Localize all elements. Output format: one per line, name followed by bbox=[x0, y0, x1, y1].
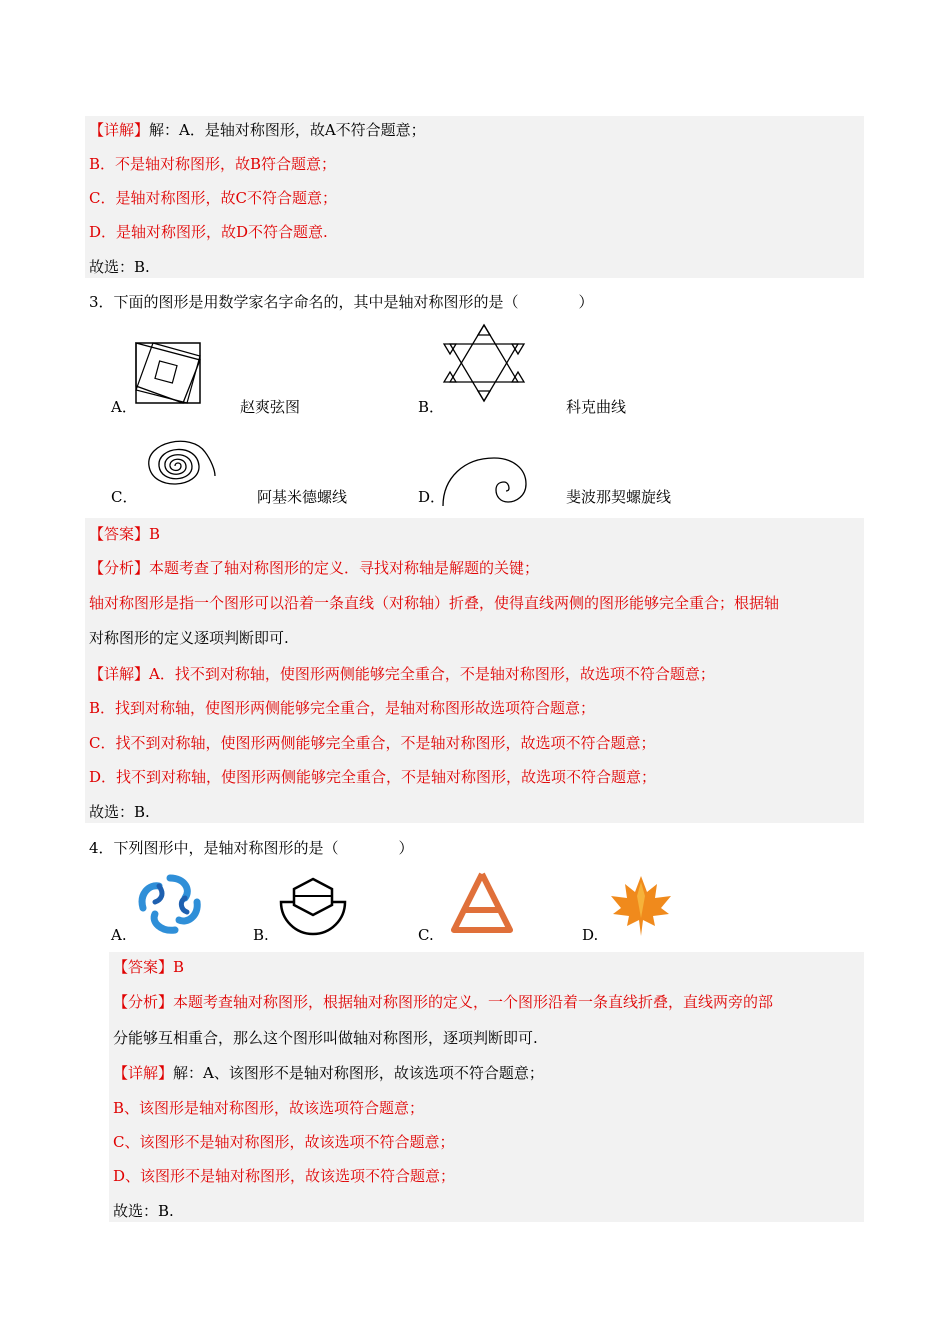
q3-option-a-name: 赵爽弦图 bbox=[240, 398, 301, 416]
q4-conclusion: 故选：B. bbox=[113, 1202, 174, 1220]
q3-option-d-name: 斐波那契螺旋线 bbox=[566, 488, 672, 506]
q2-conclusion: 故选：B. bbox=[89, 258, 150, 276]
q3-option-c-letter: C． bbox=[111, 488, 138, 506]
fibonacci-spiral-icon bbox=[440, 456, 530, 508]
q3-option-a-letter: A． bbox=[111, 398, 137, 416]
q3-analysis-line-3: 对称图形的定义逐项判断即可. bbox=[89, 629, 289, 647]
orange-triquetra-logo-icon bbox=[444, 870, 520, 936]
q4-option-d-letter: D. bbox=[582, 926, 599, 944]
q3-detail-line-1: 【详解】A．找不到对称轴，使图形两侧能够完全重合，不是轴对称图形，故选项不符合题意； bbox=[89, 665, 715, 683]
blue-swirl-logo-icon bbox=[135, 872, 205, 934]
q2-detail-line-4: D．是轴对称图形，故D不符合题意. bbox=[89, 223, 328, 241]
hexagon-semicircle-logo-icon bbox=[278, 876, 348, 938]
q3-option-d-letter: D． bbox=[418, 488, 446, 506]
answer-tag: 【答案】 bbox=[113, 958, 174, 976]
analysis-tag: 【分析】 bbox=[89, 559, 150, 577]
q3-option-b-name: 科克曲线 bbox=[566, 398, 627, 416]
q3-option-b-letter: B． bbox=[418, 398, 445, 416]
q4-option-a-letter: A. bbox=[111, 926, 127, 944]
q3-analysis-line-2: 轴对称图形是指一个图形可以沿着一条直线（对称轴）折叠，使得直线两侧的图形能够完全重合；根据轴 bbox=[89, 594, 780, 612]
koch-curve-icon bbox=[442, 323, 526, 403]
q4-option-b-letter: B. bbox=[253, 926, 269, 944]
q4-stem: 4．下列图形中，是轴对称图形的是（ ） bbox=[89, 839, 414, 857]
answer-tag: 【答案】 bbox=[89, 525, 150, 543]
q3-answer: 【答案】B bbox=[89, 525, 161, 543]
detail-tag: 【详解】 bbox=[89, 665, 150, 683]
q4-detail-line-4: D、该图形不是轴对称图形，故该选项不符合题意； bbox=[113, 1167, 456, 1185]
maple-leaf-logo-icon bbox=[607, 874, 675, 938]
detail-tag: 【详解】 bbox=[89, 121, 150, 139]
analysis-tag: 【分析】 bbox=[113, 993, 174, 1011]
q2-detail-line-2: B．不是轴对称图形，故B符合题意； bbox=[89, 155, 337, 173]
q3-analysis-line-1: 【分析】本题考查了轴对称图形的定义．寻找对称轴是解题的关键； bbox=[89, 559, 540, 577]
q3-detail-line-2: B．找到对称轴，使图形两侧能够完全重合，是轴对称图形故选项符合题意； bbox=[89, 699, 596, 717]
q4-detail-line-2: B、该图形是轴对称图形，故该选项符合题意； bbox=[113, 1099, 425, 1117]
q3-stem: 3．下面的图形是用数学家名字命名的，其中是轴对称图形的是（ ） bbox=[89, 293, 594, 311]
detail-tag: 【详解】 bbox=[113, 1064, 174, 1082]
q3-conclusion: 故选：B. bbox=[89, 803, 150, 821]
q3-detail-line-4: D．找不到对称轴，使图形两侧能够完全重合，不是轴对称图形，故选项不符合题意； bbox=[89, 768, 657, 786]
q2-detail-line-1: 【详解】解：A．是轴对称图形，故A不符合题意； bbox=[89, 121, 426, 139]
zhao-shuang-chord-diagram-icon bbox=[135, 342, 201, 404]
q4-detail-line-3: C、该图形不是轴对称图形，故该选项不符合题意； bbox=[113, 1133, 455, 1151]
archimedean-spiral-icon bbox=[135, 430, 217, 500]
q4-detail-line-1: 【详解】解：A、该图形不是轴对称图形，故该选项不符合题意； bbox=[113, 1064, 544, 1082]
q2-detail-line-3: C．是轴对称图形，故C不符合题意； bbox=[89, 189, 337, 207]
q3-detail-line-3: C．找不到对称轴，使图形两侧能够完全重合，不是轴对称图形，故选项不符合题意； bbox=[89, 734, 656, 752]
q3-option-c-name: 阿基米德螺线 bbox=[257, 488, 348, 506]
q4-answer: 【答案】B bbox=[113, 958, 185, 976]
q4-analysis-line-2: 分能够互相重合，那么这个图形叫做轴对称图形，逐项判断即可. bbox=[113, 1029, 538, 1047]
q4-option-c-letter: C. bbox=[418, 926, 434, 944]
q4-analysis-line-1: 【分析】本题考查轴对称图形，根据轴对称图形的定义，一个图形沿着一条直线折叠，直线两旁的部 bbox=[113, 993, 774, 1011]
